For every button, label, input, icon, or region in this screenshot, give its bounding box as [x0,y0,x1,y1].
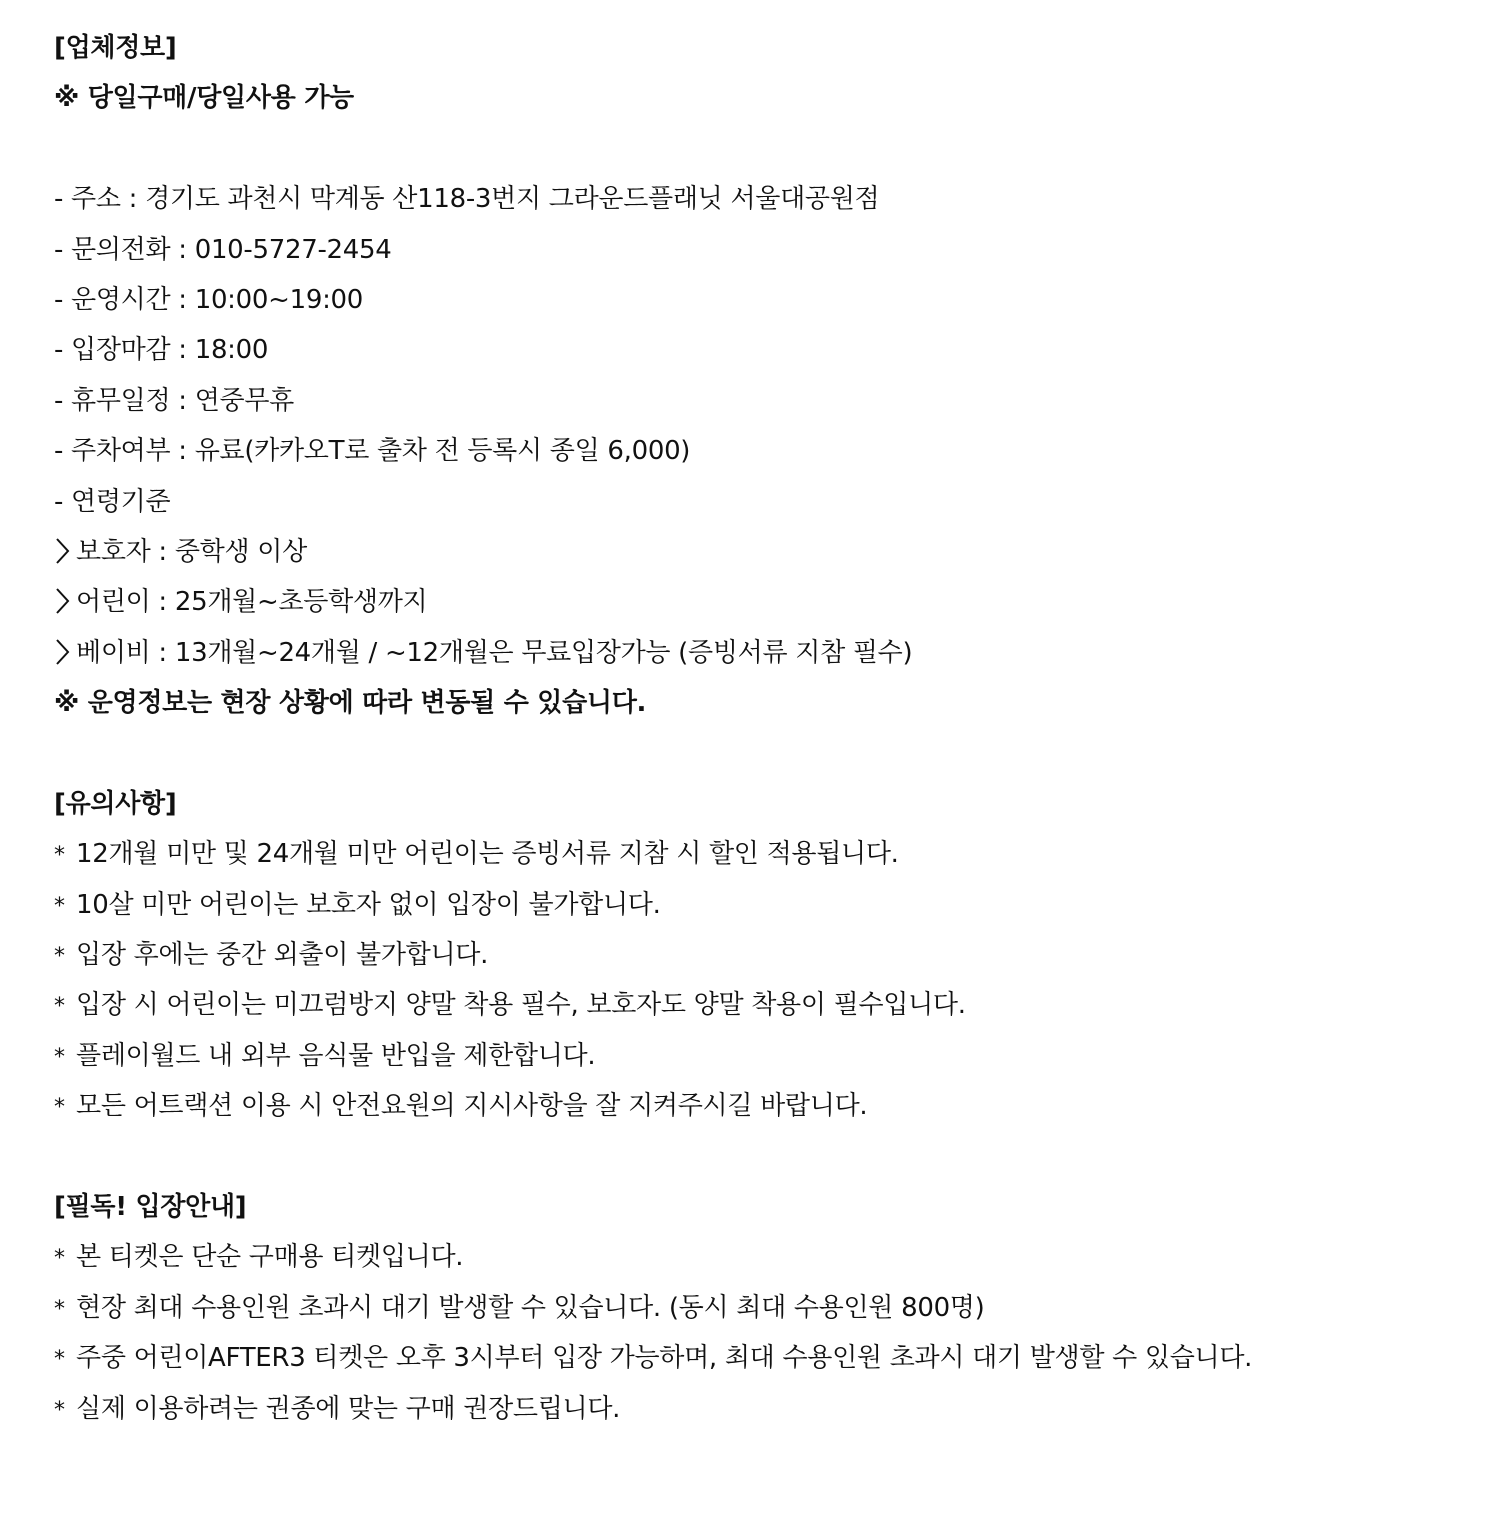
age-item-baby [54,628,1474,678]
spacer [54,124,1474,174]
entry-deadline-line: - 입장마감 : 18:00 [54,335,269,366]
asterisk-bullet: * [54,1397,65,1423]
list-item-text: 10살 미만 어린이는 보호자 없이 입장이 불가합니다. [76,889,661,920]
list-item [54,980,1474,1030]
asterisk-bullet: * [54,1095,65,1121]
list-item-text: 현장 최대 수용인원 초과시 대기 발생할 수 있습니다. (동시 최대 수용인원 800명) [76,1292,985,1323]
asterisk-bullet: * [54,1347,65,1373]
asterisk-bullet: * [54,1246,65,1272]
age-item-child [54,577,1474,627]
spacer [54,1132,1474,1182]
same-day-notice: ※ 당일구매/당일사용 가능 [54,83,354,114]
company-info-heading: [업체정보] [54,33,177,63]
address-line: - 주소 : 경기도 과천시 막계동 산118-3번지 그라운드플래닛 서울대공원점 [54,184,880,215]
list-item-text: 입장 후에는 중간 외출이 불가합니다. [76,940,489,971]
entry-guide-heading: [필독! 입장안내] [54,1191,247,1222]
asterisk-bullet: * [54,994,65,1020]
list-item [54,1031,1474,1081]
asterisk-bullet: * [54,843,65,869]
age-item-label: 어린이 : 25개월~초등학생까지 [76,587,428,618]
phone-line: - 문의전화 : 010-5727-2454 [54,234,392,265]
ticket-info-document [54,23,1474,1434]
age-item-guardian [54,527,1474,577]
asterisk-bullet: * [54,1296,65,1322]
list-item [54,1333,1474,1383]
list-item [54,829,1474,879]
list-item [54,1232,1474,1282]
precautions-heading: [유의사항] [54,788,177,819]
list-item-text: 모든 어트랙션 이용 시 안전요원의 지시사항을 잘 지켜주시길 바랍니다. [76,1091,868,1122]
list-item-text: 12개월 미만 및 24개월 미만 어린이는 증빙서류 지참 시 할인 적용됩니다. [76,839,899,870]
list-item [54,1384,1474,1434]
list-item-text: 본 티켓은 단순 구매용 티켓입니다. [76,1242,464,1273]
asterisk-bullet: * [54,1044,65,1070]
list-item-text: 주중 어린이AFTER3 티켓은 오후 3시부터 입장 가능하며, 최대 수용인원 초과시 대기 발생할 수 있습니다. [76,1343,1253,1374]
changes-notice: ※ 운영정보는 현장 상황에 따라 변동될 수 있습니다. [54,688,647,719]
age-criteria-line: - 연령기준 [54,486,171,517]
asterisk-bullet: * [54,893,65,919]
chevron-right-icon [54,536,72,566]
list-item [54,880,1474,930]
age-item-label: 베이비 : 13개월~24개월 / ~12개월은 무료입장가능 (증빙서류 지참 필수) [76,637,913,668]
list-item-text: 입장 시 어린이는 미끄럼방지 양말 착용 필수, 보호자도 양말 착용이 필수입니다. [76,990,966,1021]
chevron-right-icon [54,637,72,667]
parking-line: - 주차여부 : 유료(카카오T로 출차 전 등록시 종일 6,000) [54,436,691,467]
list-item-text: 실제 이용하려는 권종에 맞는 구매 권장드립니다. [76,1393,621,1424]
closed-days-line: - 휴무일정 : 연중무휴 [54,385,294,416]
list-item-text: 플레이월드 내 외부 음식물 반입을 제한합니다. [76,1040,596,1071]
age-item-label: 보호자 : 중학생 이상 [76,536,307,567]
list-item [54,1283,1474,1333]
asterisk-bullet: * [54,944,65,970]
hours-line: - 운영시간 : 10:00~19:00 [54,284,364,315]
chevron-right-icon [54,586,72,616]
list-item [54,1081,1474,1131]
spacer [54,728,1474,778]
list-item [54,930,1474,980]
